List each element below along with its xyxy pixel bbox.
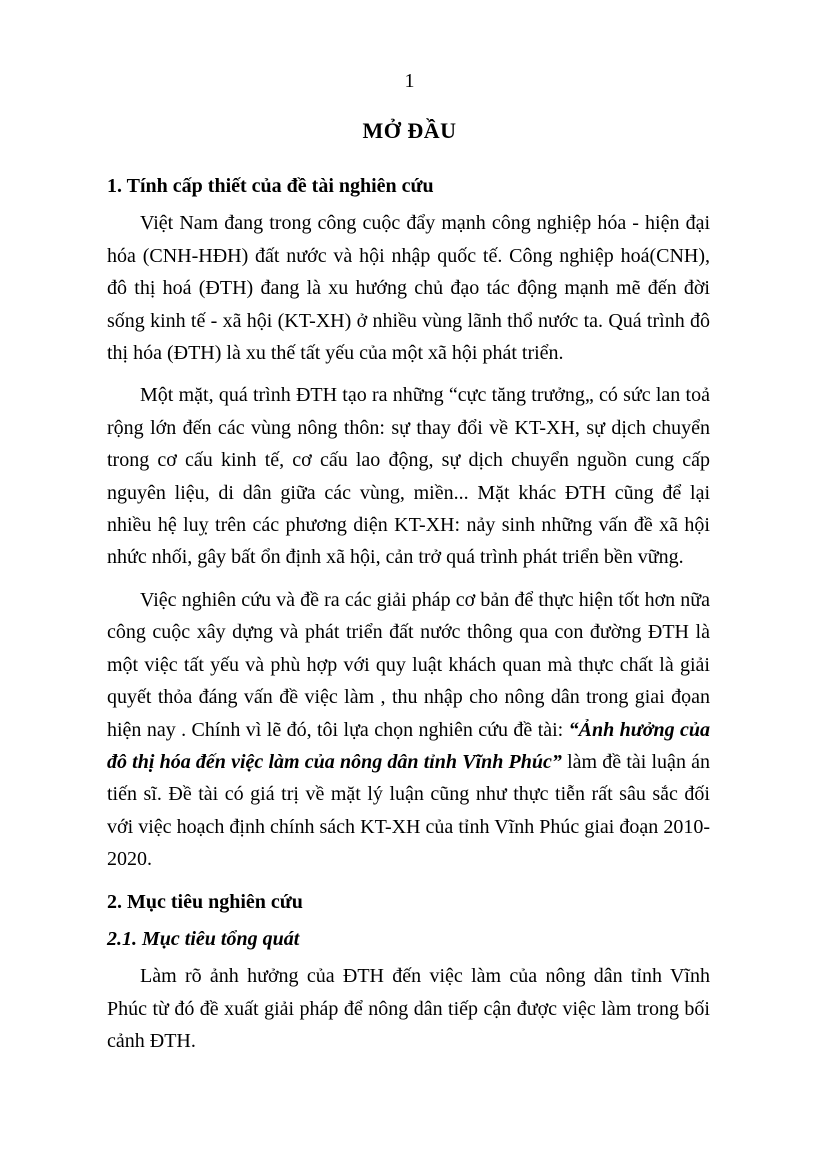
- section-1-paragraph-1: Việt Nam đang trong công cuộc đẩy mạnh công nghiệp hóa - hiện đại hóa (CNH-HĐH) đất nước và hội nhập quốc tế. Công nghiệp hoá(CNH), đô thị hoá (ĐTH) đang là xu hướng chủ đạo tác động mạnh mẽ đến đời sống kinh tế - xã hội (KT-XH) ở nhiều vùng lãnh thổ nước ta. Quá trình đô thị hóa (ĐTH) là xu thế tất yếu của một xã hội phát triển.: [107, 212, 710, 365]
- document-body: [107, 170, 710, 1058]
- section-2-heading: 2. Mục tiêu nghiên cứu: [107, 890, 303, 913]
- section-1-heading: 1. Tính cấp thiết của đề tài nghiên cứu: [107, 175, 434, 197]
- section-2-1-heading: 2.1. Mục tiêu tổng quát: [107, 927, 300, 950]
- thesis-title-emphasis: “Ảnh hưởng của đô thị hóa đến việc làm của nông dân tỉnh Vĩnh Phúc”: [107, 718, 711, 773]
- paragraph-3-text-b: làm đề tài luận án tiến sĩ. Đề tài có giá trị về mặt lý luận cũng như thực tiễn rất sâu sắc đối với việc hoạch định chính sách KT-XH của tỉnh Vĩnh Phúc giai đoạn 2010- 2020.: [107, 750, 710, 871]
- section-2-1-paragraph-1: Làm rõ ảnh hưởng của ĐTH đến việc làm của nông dân tỉnh Vĩnh Phúc từ đó đề xuất giải pháp để nông dân tiếp cận được việc làm trong bối cảnh ĐTH.: [107, 965, 710, 1053]
- page-title: MỞ ĐẦU: [362, 118, 457, 143]
- paragraph-3-text-a: Việc nghiên cứu và đề ra các giải pháp cơ bản để thực hiện tốt hơn nữa công cuộc xây dựng và phát triển đất nước thông qua con đường ĐTH là một việc tất yếu và phù hợp với quy luật khách quan mà thực chất là giải quyết thỏa đáng vấn đề việc làm , thu nhập cho nông dân trong giai đọan hiện nay . Chính vì lẽ đó, tôi lựa chọn nghiên cứu đề tài:: [107, 588, 710, 741]
- section-1-paragraph-3: [107, 584, 710, 876]
- page-number: 1: [404, 70, 415, 92]
- section-1-paragraph-2: Một mặt, quá trình ĐTH tạo ra những “cực tăng trưởng„ có sức lan toả rộng lớn đến các vùng nông thôn: sự thay đổi về KT-XH, sự dịch chuyển trong cơ cấu kinh tế, cơ cấu lao động, sự dịch chuyển nguồn cung cấp nguyên liệu, di dân giữa các vùng, miền... Mặt khác ĐTH cũng để lại nhiều hệ luỵ trên các phương diện KT-XH: nảy sinh những vấn đề xã hội nhức nhối, gây bất ổn định xã hội, cản trở quá trình phát triển bền vững.: [107, 384, 710, 569]
